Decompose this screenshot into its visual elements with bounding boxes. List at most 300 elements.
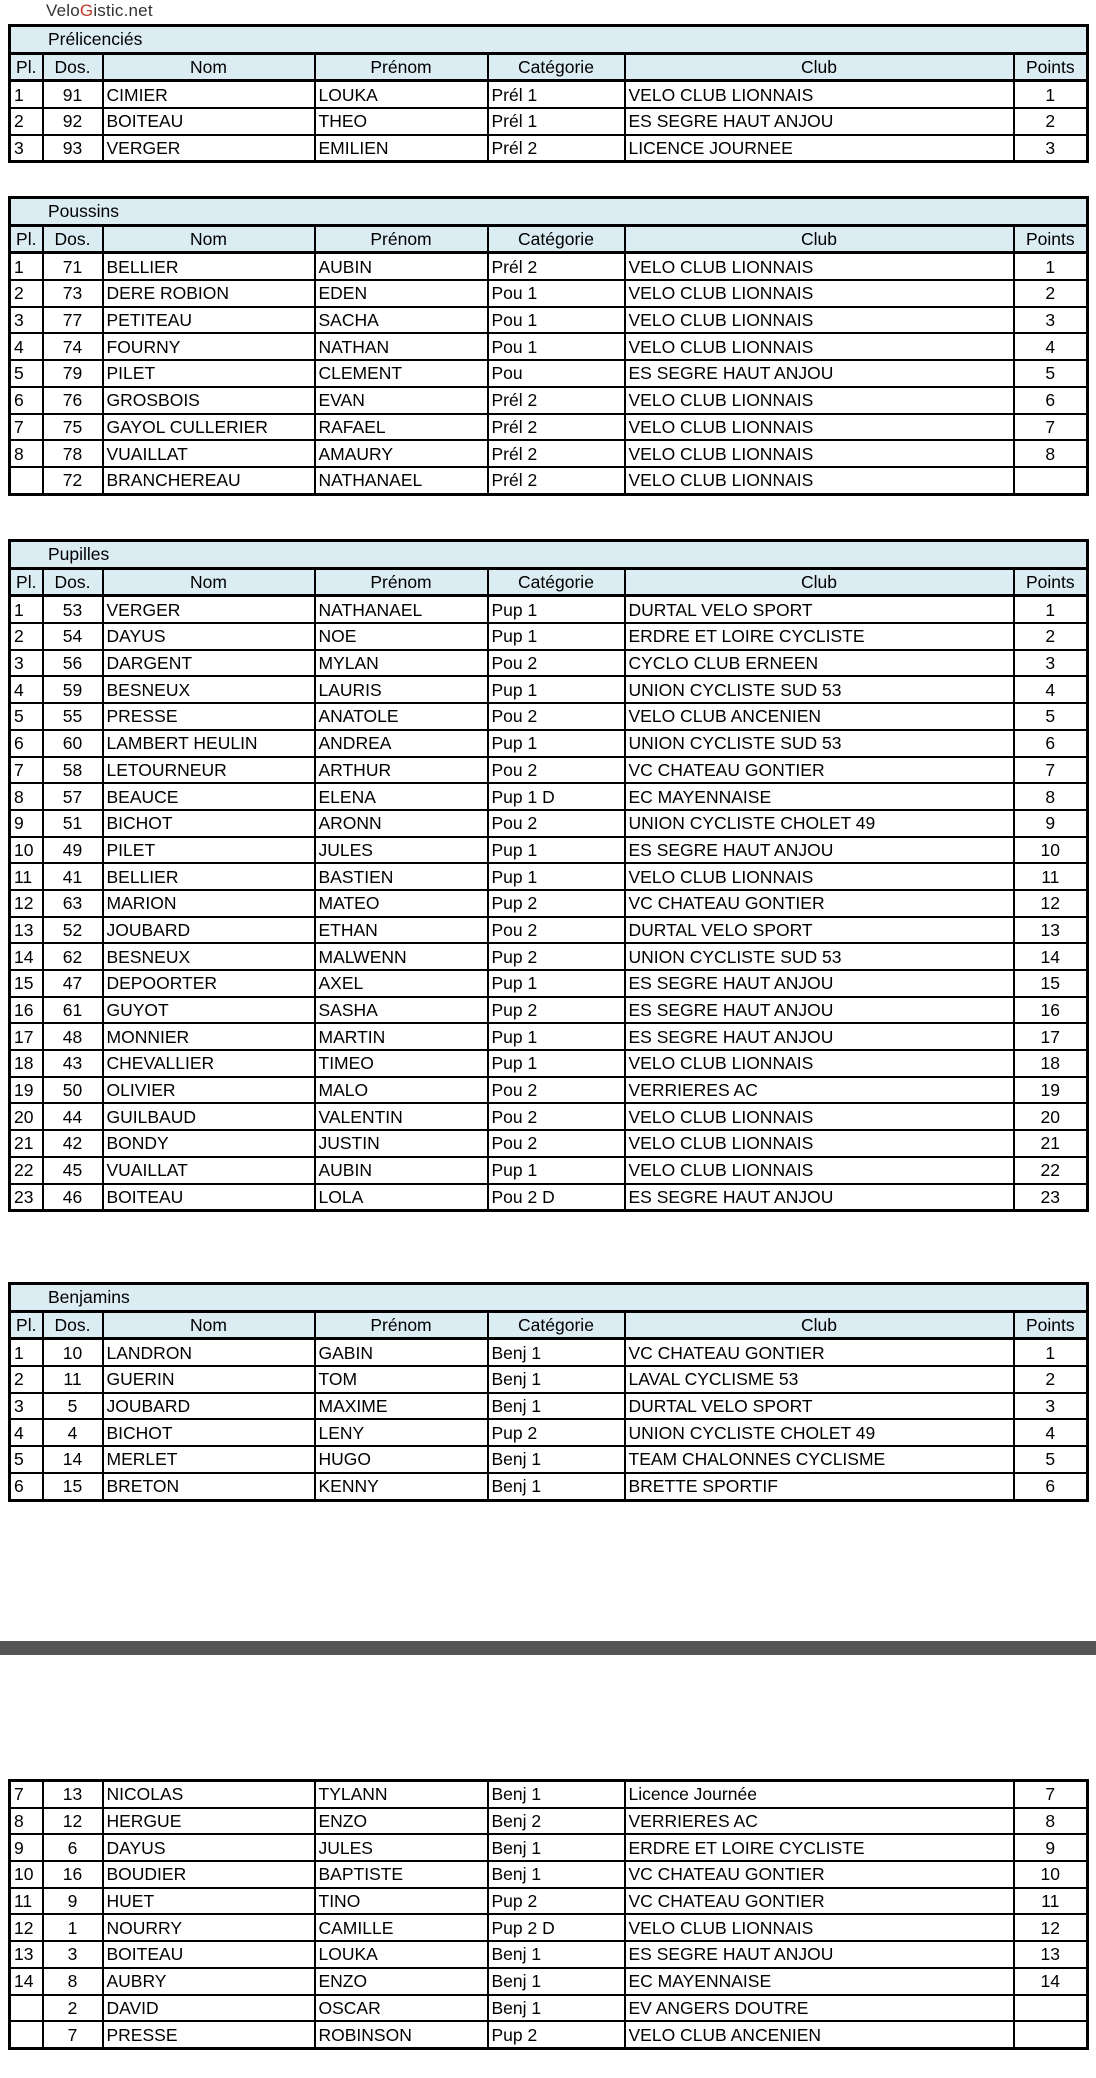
cell-club: VELO CLUB LIONNAIS (625, 1914, 1014, 1941)
cell-place: 16 (10, 997, 43, 1024)
column-header-points: Points (1014, 1311, 1088, 1339)
cell-first-name: THEO (315, 108, 488, 135)
cell-last-name: BELLIER (103, 253, 315, 280)
cell-club: EV ANGERS DOUTRE (625, 1995, 1014, 2022)
brand-logo: VeloGistic.net (46, 1, 153, 20)
cell-last-name: MERLET (103, 1446, 315, 1473)
column-header-bib: Dos. (43, 1311, 103, 1339)
cell-points (1014, 2021, 1088, 2048)
cell-last-name: BOITEAU (103, 1184, 315, 1211)
cell-points: 8 (1014, 783, 1088, 810)
cell-club: VC CHATEAU GONTIER (625, 890, 1014, 917)
cell-bib: 79 (43, 360, 103, 387)
table-row (10, 387, 1088, 414)
cell-first-name: ANDREA (315, 730, 488, 757)
cell-last-name: GAYOL CULLERIER (103, 414, 315, 441)
cell-points: 21 (1014, 1130, 1088, 1157)
table-row (10, 1157, 1088, 1184)
cell-place: 1 (10, 81, 43, 108)
cell-category: Pou (488, 360, 625, 387)
cell-club: VELO CLUB LIONNAIS (625, 81, 1014, 108)
cell-last-name: BONDY (103, 1130, 315, 1157)
cell-bib: 2 (43, 1995, 103, 2022)
cell-category: Pup 2 (488, 890, 625, 917)
cell-last-name: PILET (103, 837, 315, 864)
cell-last-name: BICHOT (103, 1419, 315, 1446)
cell-category: Benj 1 (488, 1834, 625, 1861)
cell-category: Benj 1 (488, 1366, 625, 1393)
column-header-bib: Dos. (43, 568, 103, 596)
column-header-club: Club (625, 53, 1014, 81)
cell-points: 2 (1014, 623, 1088, 650)
table-row (10, 1184, 1088, 1211)
cell-bib: 5 (43, 1393, 103, 1420)
cell-bib: 1 (43, 1914, 103, 1941)
cell-points: 22 (1014, 1157, 1088, 1184)
cell-points: 8 (1014, 440, 1088, 467)
section-poussins (8, 196, 1086, 496)
cell-club: ES SEGRE HAUT ANJOU (625, 1023, 1014, 1050)
cell-bib: 45 (43, 1157, 103, 1184)
section-title: Prélicenciés (10, 26, 1088, 54)
table-row (10, 1130, 1088, 1157)
cell-points: 8 (1014, 1808, 1088, 1835)
column-header-row (10, 568, 1088, 596)
table-row (10, 1473, 1088, 1500)
cell-first-name: CAMILLE (315, 1914, 488, 1941)
cell-points: 9 (1014, 1834, 1088, 1861)
cell-category: Pou 2 (488, 1077, 625, 1104)
cell-last-name: LETOURNEUR (103, 757, 315, 784)
cell-last-name: PRESSE (103, 2021, 315, 2048)
cell-last-name: MONNIER (103, 1023, 315, 1050)
cell-bib: 74 (43, 333, 103, 360)
cell-club: VELO CLUB LIONNAIS (625, 1157, 1014, 1184)
cell-club: ERDRE ET LOIRE CYCLISTE (625, 1834, 1014, 1861)
cell-category: Pou 1 (488, 280, 625, 307)
cell-last-name: NOURRY (103, 1914, 315, 1941)
section-title: Benjamins (10, 1284, 1088, 1312)
cell-category: Benj 1 (488, 1941, 625, 1968)
table-row (10, 135, 1088, 162)
cell-points: 20 (1014, 1103, 1088, 1130)
cell-place: 4 (10, 1419, 43, 1446)
cell-last-name: PRESSE (103, 703, 315, 730)
column-header-club: Club (625, 1311, 1014, 1339)
cell-points: 4 (1014, 1419, 1088, 1446)
cell-first-name: TOM (315, 1366, 488, 1393)
cell-points: 16 (1014, 997, 1088, 1024)
cell-category: Prél 2 (488, 440, 625, 467)
cell-place: 19 (10, 1077, 43, 1104)
column-header-points: Points (1014, 568, 1088, 596)
cell-points: 1 (1014, 81, 1088, 108)
cell-first-name: NATHANAEL (315, 467, 488, 494)
cell-points: 3 (1014, 1393, 1088, 1420)
results-table (8, 539, 1089, 1212)
cell-first-name: AUBIN (315, 253, 488, 280)
cell-club: VERRIERES AC (625, 1808, 1014, 1835)
cell-club: VELO CLUB ANCENIEN (625, 2021, 1014, 2048)
cell-club: VELO CLUB LIONNAIS (625, 280, 1014, 307)
cell-category: Prél 2 (488, 414, 625, 441)
table-row (10, 757, 1088, 784)
cell-bib: 59 (43, 676, 103, 703)
cell-bib: 12 (43, 1808, 103, 1835)
cell-place: 3 (10, 307, 43, 334)
cell-category: Pup 2 (488, 997, 625, 1024)
cell-first-name: AXEL (315, 970, 488, 997)
cell-points: 14 (1014, 1968, 1088, 1995)
cell-first-name: KENNY (315, 1473, 488, 1500)
table-row (10, 108, 1088, 135)
cell-place: 5 (10, 703, 43, 730)
cell-bib: 41 (43, 863, 103, 890)
cell-club: UNION CYCLISTE SUD 53 (625, 676, 1014, 703)
cell-place: 4 (10, 676, 43, 703)
cell-club: LICENCE JOURNEE (625, 135, 1014, 162)
cell-points: 7 (1014, 1781, 1088, 1808)
cell-bib: 42 (43, 1130, 103, 1157)
cell-last-name: JOUBARD (103, 1393, 315, 1420)
table-row (10, 676, 1088, 703)
cell-bib: 10 (43, 1339, 103, 1366)
cell-first-name: ENZO (315, 1968, 488, 1995)
cell-bib: 46 (43, 1184, 103, 1211)
cell-points: 5 (1014, 1446, 1088, 1473)
cell-first-name: ENZO (315, 1808, 488, 1835)
cell-category: Pou 2 D (488, 1184, 625, 1211)
cell-club: Licence Journée (625, 1781, 1014, 1808)
table-row (10, 943, 1088, 970)
column-header-row (10, 1311, 1088, 1339)
cell-category: Pou 2 (488, 1103, 625, 1130)
cell-bib: 8 (43, 1968, 103, 1995)
table-row (10, 1861, 1088, 1888)
cell-category: Pup 1 (488, 863, 625, 890)
cell-place (10, 1995, 43, 2022)
cell-first-name: AUBIN (315, 1157, 488, 1184)
cell-last-name: BOITEAU (103, 1941, 315, 1968)
cell-category: Pou 1 (488, 333, 625, 360)
cell-club: UNION CYCLISTE CHOLET 49 (625, 1419, 1014, 1446)
cell-place: 11 (10, 1888, 43, 1915)
results-table (8, 1282, 1089, 1502)
cell-first-name: JULES (315, 1834, 488, 1861)
cell-category: Pup 1 (488, 970, 625, 997)
cell-points: 10 (1014, 837, 1088, 864)
cell-first-name: BASTIEN (315, 863, 488, 890)
table-row (10, 2021, 1088, 2048)
cell-category: Benj 1 (488, 1446, 625, 1473)
cell-points: 2 (1014, 280, 1088, 307)
cell-bib: 48 (43, 1023, 103, 1050)
cell-bib: 7 (43, 2021, 103, 2048)
section-benjamins-continued (8, 1779, 1086, 2050)
cell-first-name: ARTHUR (315, 757, 488, 784)
cell-first-name: BAPTISTE (315, 1861, 488, 1888)
cell-first-name: CLEMENT (315, 360, 488, 387)
cell-place: 8 (10, 440, 43, 467)
cell-bib: 16 (43, 1861, 103, 1888)
cell-points: 17 (1014, 1023, 1088, 1050)
cell-category: Pou 2 (488, 703, 625, 730)
cell-last-name: GUERIN (103, 1366, 315, 1393)
cell-last-name: GUYOT (103, 997, 315, 1024)
results-table-continued (8, 1779, 1089, 2050)
cell-place: 7 (10, 757, 43, 784)
cell-last-name: VERGER (103, 135, 315, 162)
cell-bib: 49 (43, 837, 103, 864)
cell-category: Benj 1 (488, 1968, 625, 1995)
cell-last-name: DAVID (103, 1995, 315, 2022)
column-header-first-name: Prénom (315, 53, 488, 81)
cell-club: ES SEGRE HAUT ANJOU (625, 1941, 1014, 1968)
cell-bib: 50 (43, 1077, 103, 1104)
table-row (10, 623, 1088, 650)
table-row (10, 837, 1088, 864)
cell-bib: 44 (43, 1103, 103, 1130)
column-header-category: Catégorie (488, 1311, 625, 1339)
cell-points: 3 (1014, 135, 1088, 162)
table-row (10, 596, 1088, 623)
column-header-bib: Dos. (43, 53, 103, 81)
table-row (10, 810, 1088, 837)
table-row (10, 1050, 1088, 1077)
cell-category: Pup 2 (488, 1888, 625, 1915)
cell-category: Benj 1 (488, 1995, 625, 2022)
cell-bib: 72 (43, 467, 103, 494)
column-header-last-name: Nom (103, 53, 315, 81)
section-prelicencies (8, 24, 1086, 163)
cell-bib: 92 (43, 108, 103, 135)
table-row (10, 863, 1088, 890)
cell-category: Benj 1 (488, 1393, 625, 1420)
cell-club: ES SEGRE HAUT ANJOU (625, 997, 1014, 1024)
cell-first-name: MATEO (315, 890, 488, 917)
cell-bib: 47 (43, 970, 103, 997)
cell-club: VELO CLUB LIONNAIS (625, 467, 1014, 494)
cell-first-name: LOUKA (315, 1941, 488, 1968)
cell-points: 2 (1014, 108, 1088, 135)
table-row (10, 703, 1088, 730)
cell-points: 7 (1014, 414, 1088, 441)
cell-category: Prél 2 (488, 387, 625, 414)
table-row (10, 1914, 1088, 1941)
cell-bib: 77 (43, 307, 103, 334)
cell-bib: 71 (43, 253, 103, 280)
section-pupilles (8, 539, 1086, 1212)
cell-category: Prél 2 (488, 467, 625, 494)
cell-first-name: LAURIS (315, 676, 488, 703)
cell-points: 1 (1014, 253, 1088, 280)
cell-place: 3 (10, 650, 43, 677)
cell-place: 2 (10, 1366, 43, 1393)
cell-club: VELO CLUB LIONNAIS (625, 307, 1014, 334)
cell-last-name: VUAILLAT (103, 1157, 315, 1184)
column-header-place: Pl. (10, 53, 43, 81)
cell-place: 13 (10, 917, 43, 944)
cell-last-name: BEAUCE (103, 783, 315, 810)
cell-category: Benj 2 (488, 1808, 625, 1835)
cell-category: Pou 2 (488, 810, 625, 837)
table-row (10, 1888, 1088, 1915)
cell-place: 3 (10, 1393, 43, 1420)
cell-first-name: LOLA (315, 1184, 488, 1211)
cell-last-name: DAYUS (103, 1834, 315, 1861)
cell-place: 6 (10, 730, 43, 757)
column-header-place: Pl. (10, 1311, 43, 1339)
cell-points: 3 (1014, 307, 1088, 334)
cell-last-name: PETITEAU (103, 307, 315, 334)
cell-place: 15 (10, 970, 43, 997)
cell-category: Pup 2 D (488, 1914, 625, 1941)
section-title: Pupilles (10, 541, 1088, 569)
cell-category: Pup 2 (488, 943, 625, 970)
cell-place: 13 (10, 1941, 43, 1968)
cell-bib: 14 (43, 1446, 103, 1473)
cell-club: LAVAL CYCLISME 53 (625, 1366, 1014, 1393)
cell-bib: 54 (43, 623, 103, 650)
cell-club: EC MAYENNAISE (625, 1968, 1014, 1995)
cell-club: VELO CLUB ANCENIEN (625, 703, 1014, 730)
cell-bib: 6 (43, 1834, 103, 1861)
table-row (10, 440, 1088, 467)
cell-category: Pup 1 (488, 1023, 625, 1050)
page-break-separator (0, 1641, 1096, 1655)
cell-bib: 15 (43, 1473, 103, 1500)
table-row (10, 1941, 1088, 1968)
cell-bib: 73 (43, 280, 103, 307)
column-header-bib: Dos. (43, 225, 103, 253)
cell-first-name: ROBINSON (315, 2021, 488, 2048)
cell-last-name: DAYUS (103, 623, 315, 650)
cell-category: Pup 1 (488, 837, 625, 864)
cell-points: 6 (1014, 1473, 1088, 1500)
cell-first-name: GABIN (315, 1339, 488, 1366)
cell-first-name: NATHANAEL (315, 596, 488, 623)
cell-club: VC CHATEAU GONTIER (625, 757, 1014, 784)
cell-points: 1 (1014, 1339, 1088, 1366)
cell-bib: 53 (43, 596, 103, 623)
cell-first-name: EDEN (315, 280, 488, 307)
cell-last-name: DARGENT (103, 650, 315, 677)
cell-club: VELO CLUB LIONNAIS (625, 1103, 1014, 1130)
cell-category: Prél 2 (488, 253, 625, 280)
cell-bib: 62 (43, 943, 103, 970)
cell-first-name: NOE (315, 623, 488, 650)
cell-bib: 9 (43, 1888, 103, 1915)
cell-points: 13 (1014, 917, 1088, 944)
table-row (10, 917, 1088, 944)
cell-first-name: SACHA (315, 307, 488, 334)
cell-points: 23 (1014, 1184, 1088, 1211)
cell-last-name: CIMIER (103, 81, 315, 108)
cell-club: EC MAYENNAISE (625, 783, 1014, 810)
cell-place: 1 (10, 253, 43, 280)
cell-club: VELO CLUB LIONNAIS (625, 440, 1014, 467)
column-header-club: Club (625, 225, 1014, 253)
cell-points: 12 (1014, 890, 1088, 917)
cell-club: ES SEGRE HAUT ANJOU (625, 837, 1014, 864)
cell-first-name: MALO (315, 1077, 488, 1104)
cell-place: 2 (10, 280, 43, 307)
cell-place: 7 (10, 1781, 43, 1808)
cell-category: Benj 1 (488, 1861, 625, 1888)
cell-place: 5 (10, 360, 43, 387)
cell-first-name: LENY (315, 1419, 488, 1446)
cell-last-name: GUILBAUD (103, 1103, 315, 1130)
cell-club: VERRIERES AC (625, 1077, 1014, 1104)
column-header-category: Catégorie (488, 225, 625, 253)
cell-category: Pup 2 (488, 2021, 625, 2048)
column-header-first-name: Prénom (315, 568, 488, 596)
cell-bib: 4 (43, 1419, 103, 1446)
cell-place: 3 (10, 135, 43, 162)
cell-bib: 63 (43, 890, 103, 917)
cell-first-name: TINO (315, 1888, 488, 1915)
cell-place: 1 (10, 596, 43, 623)
cell-place: 12 (10, 890, 43, 917)
cell-bib: 76 (43, 387, 103, 414)
cell-category: Pup 1 (488, 730, 625, 757)
table-row (10, 1103, 1088, 1130)
table-row (10, 783, 1088, 810)
results-table (8, 24, 1089, 163)
cell-points: 6 (1014, 730, 1088, 757)
table-row (10, 890, 1088, 917)
cell-points: 5 (1014, 360, 1088, 387)
cell-club: VELO CLUB LIONNAIS (625, 863, 1014, 890)
cell-category: Pou 2 (488, 757, 625, 784)
cell-first-name: ARONN (315, 810, 488, 837)
cell-last-name: NICOLAS (103, 1781, 315, 1808)
cell-bib: 52 (43, 917, 103, 944)
cell-place: 6 (10, 1473, 43, 1500)
cell-bib: 43 (43, 1050, 103, 1077)
cell-last-name: OLIVIER (103, 1077, 315, 1104)
cell-club: ES SEGRE HAUT ANJOU (625, 970, 1014, 997)
cell-first-name: AMAURY (315, 440, 488, 467)
cell-last-name: DEPOORTER (103, 970, 315, 997)
cell-club: DURTAL VELO SPORT (625, 596, 1014, 623)
cell-bib: 51 (43, 810, 103, 837)
cell-first-name: EVAN (315, 387, 488, 414)
cell-last-name: DERE ROBION (103, 280, 315, 307)
column-header-row (10, 225, 1088, 253)
table-row (10, 997, 1088, 1024)
cell-place: 12 (10, 1914, 43, 1941)
column-header-last-name: Nom (103, 1311, 315, 1339)
column-header-first-name: Prénom (315, 1311, 488, 1339)
table-row (10, 1419, 1088, 1446)
cell-points: 13 (1014, 1941, 1088, 1968)
cell-first-name: EMILIEN (315, 135, 488, 162)
cell-category: Benj 1 (488, 1473, 625, 1500)
cell-first-name: TYLANN (315, 1781, 488, 1808)
cell-club: VC CHATEAU GONTIER (625, 1861, 1014, 1888)
cell-points: 12 (1014, 1914, 1088, 1941)
cell-place: 2 (10, 108, 43, 135)
cell-category: Prél 1 (488, 81, 625, 108)
cell-first-name: SASHA (315, 997, 488, 1024)
cell-last-name: HUET (103, 1888, 315, 1915)
cell-club: DURTAL VELO SPORT (625, 917, 1014, 944)
column-header-last-name: Nom (103, 568, 315, 596)
cell-points: 15 (1014, 970, 1088, 997)
cell-first-name: NATHAN (315, 333, 488, 360)
cell-points: 2 (1014, 1366, 1088, 1393)
